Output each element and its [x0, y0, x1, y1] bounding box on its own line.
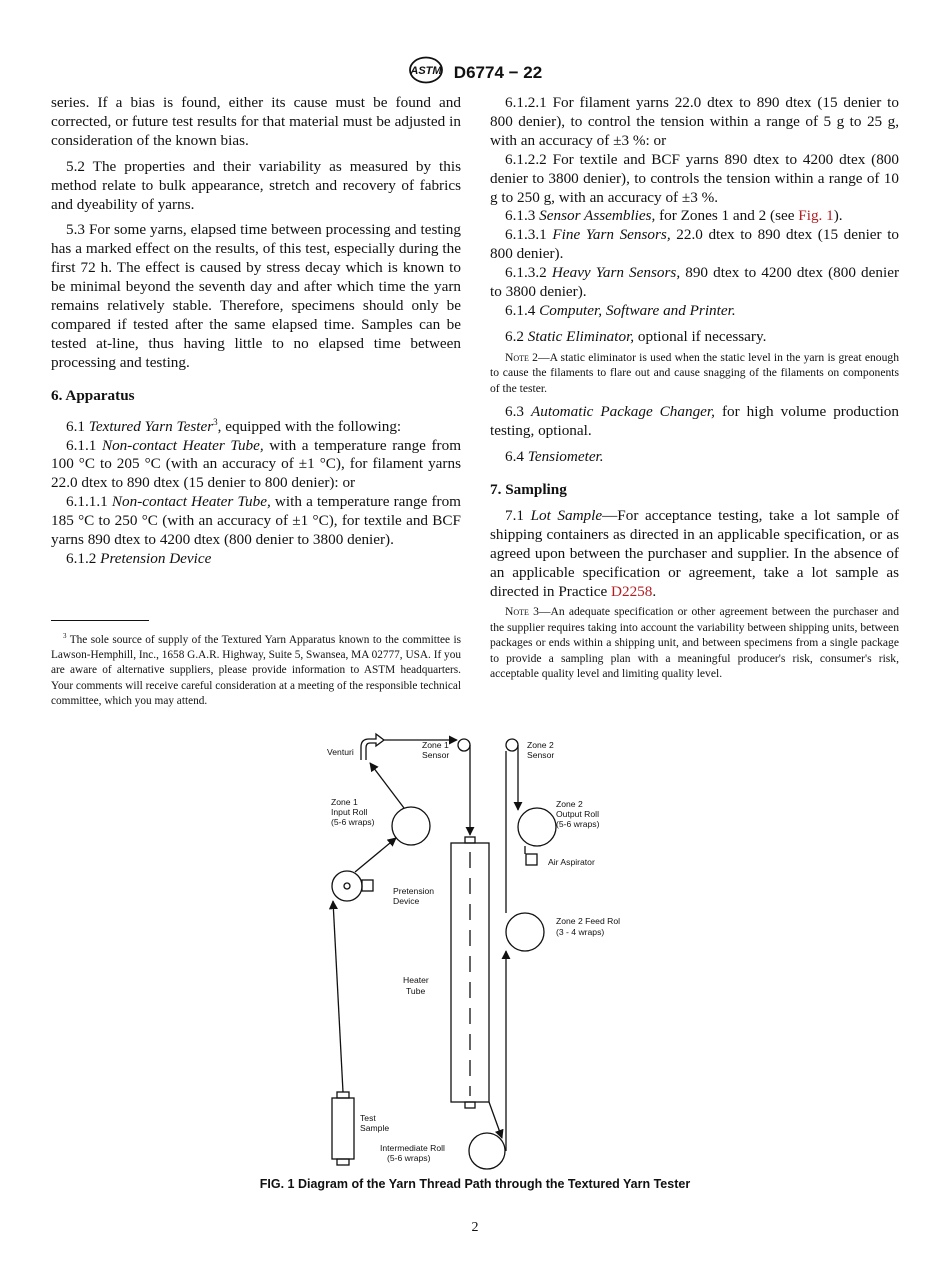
- svg-text:Device: Device: [393, 896, 420, 906]
- label-venturi: Venturi: [327, 747, 354, 757]
- label-zone2-output-roll: Zone 2: [556, 799, 583, 809]
- label-zone1-input-roll: Zone 1: [331, 797, 358, 807]
- note-3: Note 3—An adequate specification or other agreement between the purchaser and the supplier requires taking into account the variability between shipping units, between packages or ends within a shipping unit, and between specimens from a single package to provide a sampling plan with a meaningful producer's risk, consumer's risk, acceptable quality level and limiting quality level.: [490, 605, 900, 681]
- svg-text:Input Roll: Input Roll: [331, 807, 368, 817]
- label-intermediate-roll: Intermediate Roll: [380, 1143, 445, 1153]
- paragraph-6-3: 6.3 Automatic Package Changer, for high volume production testing, optional.: [490, 403, 899, 440]
- practice-link[interactable]: D2258: [611, 582, 653, 600]
- label-zone2-feed-roll: Zone 2 Feed Roll: [556, 916, 620, 926]
- test-sample-package: [332, 1098, 354, 1159]
- paragraph-6-1-2-1: 6.1.2.1 For filament yarns 22.0 dtex to 890 dtex (15 denier to 800 denier), to control the tension within a range of 5 g to 25 g, with an accuracy of ±3 %: or: [490, 94, 899, 149]
- footnote-rule: [51, 620, 149, 621]
- heater-tube-cap-bottom: [465, 1102, 475, 1108]
- zone2-feed-roll: [506, 913, 544, 951]
- logo-text: ASTM: [410, 65, 442, 77]
- page-number: 2: [471, 1220, 479, 1235]
- paragraph-6-1-1-1: 6.1.1.1 Non-contact Heater Tube, with a temperature range from 185 °C to 250 °C (with an accuracy of ±1 °C), for textile and BCF yarns 890 dtex to 4200 dtex (800 denier to 3800 denier).: [51, 493, 461, 549]
- section-heading-apparatus: 6. Apparatus: [51, 386, 135, 404]
- pretension-device-roll: [332, 871, 362, 901]
- paragraph-6-4: 6.4 Tensiometer.: [505, 448, 604, 466]
- label-zone1-sensor: Zone 1: [422, 740, 449, 750]
- page-header: [0, 56, 950, 89]
- svg-text:Sample: Sample: [360, 1123, 390, 1133]
- right-column: [490, 94, 899, 686]
- paragraph-6-1-3-2: 6.1.3.2 Heavy Yarn Sensors, 890 dtex to 4200 dtex (800 denier to 3800 denier).: [490, 264, 900, 301]
- figure-caption: FIG. 1 Diagram of the Yarn Thread Path through the Textured Yarn Tester: [259, 1177, 691, 1191]
- svg-text:Sensor: Sensor: [422, 750, 450, 760]
- svg-text:(5-6 wraps): (5-6 wraps): [331, 817, 375, 827]
- svg-text:Tube: Tube: [406, 986, 426, 996]
- paragraph-6-1: 6.1 Textured Yarn Tester$^3$, equipped with the following:: [66, 416, 402, 435]
- label-pretension-device: Pretension: [393, 886, 435, 896]
- intermediate-roll: [469, 1133, 505, 1169]
- label-test-sample: Test: [360, 1113, 376, 1123]
- label-air-aspirator: Air Aspirator: [548, 857, 595, 867]
- paragraph-5-2: 5.2 The properties and their variability as measured by this method relate to bulk appearance, stretch and recovery of fabrics and dyeability of yarns.: [51, 157, 461, 213]
- svg-text:(3 - 4 wraps): (3 - 4 wraps): [556, 927, 605, 937]
- note-2: Note 2—A static eliminator is used when the static level in the yarn is great enough to cause the filaments to flare out and cause snagging of the filaments on components of the tester.: [490, 350, 899, 395]
- designation: D6774 − 22: [453, 62, 543, 82]
- footnote: $^3$ The sole source of supply of the Textured Yarn Apparatus known to the committee is Lawson-Hemphill, Inc., 1658 G.A.R. Highway, Suite 5, Swansea, MA 02777, USA. If you are aware of alternative suppliers, please provide information to ASTM headquarters. Your comments will receive careful consideration at a meeting of the responsible technical committee, which you may attend.: [51, 632, 461, 707]
- air-aspirator: [526, 854, 537, 865]
- label-heater-tube: Heater: [403, 975, 429, 985]
- paragraph-5-3: 5.3 For some yarns, elapsed time between processing and testing has a marked effect on the results, of this test, especially during the first 72 h. The effect is caused by stress decay which is known to be minimal beyond the seventh day and after which time the yarn remains relatively stable. Therefore, specimens should only be compared if tested after the same elapsed time. Samples can be tested at-line, thus having little to no elapsed time between processing and testing.: [51, 221, 461, 371]
- heater-tube-cap-top: [465, 837, 475, 843]
- venturi: [361, 734, 384, 760]
- paragraph-6-1-4: 6.1.4 Computer, Software and Printer.: [505, 301, 736, 319]
- zone2-output-roll: [518, 808, 556, 846]
- paragraph-6-1-3-1: 6.1.3.1 Fine Yarn Sensors, 22.0 dtex to 890 dtex (15 denier to 800 denier).: [490, 226, 900, 263]
- zone1-input-roll: [392, 807, 430, 845]
- paragraph: series. If a bias is found, either its cause must be found and corrected, or future test results for that material must be adjusted in consideration of the known bias.: [51, 94, 461, 149]
- svg-text:Output Roll: Output Roll: [556, 809, 599, 819]
- paragraph-6-1-3: 6.1.3 Sensor Assemblies, for Zones 1 and 2 (see Fig. 1).: [505, 207, 843, 225]
- zone2-sensor-roll: [506, 739, 518, 751]
- paragraph-6-1-1: 6.1.1 Non-contact Heater Tube, with a temperature range from 100 °C to 205 °C (with an accuracy of ±1 °C), for filament yarns 22.0 dtex to 890 dtex (15 denier to 800 denier): or: [51, 436, 462, 492]
- figure-link[interactable]: Fig. 1: [798, 207, 834, 225]
- label-zone2-sensor: Zone 2: [527, 740, 554, 750]
- svg-text:(5-6 wraps): (5-6 wraps): [387, 1153, 431, 1163]
- paragraph-6-1-2-2: 6.1.2.2 For textile and BCF yarns 890 dtex to 4200 dtex (800 denier to 3800 denier), to controls the tension within a range of 10 g to 250 g, with an accuracy of ±3 %.: [490, 150, 899, 206]
- paragraph-6-2: 6.2 Static Eliminator, optional if necessary.: [505, 327, 767, 345]
- astm-logo: [408, 56, 444, 89]
- paragraph-7-1: 7.1 Lot Sample—For acceptance testing, take a lot sample of shipping containers as directed in an applicable specification, or as agreed upon between the purchaser and supplier. In the absence of an applicable specification or agreement, take a lot sample as directed in Practice D2258.: [490, 506, 899, 600]
- zone1-sensor-roll: [458, 739, 470, 751]
- left-column: [51, 94, 461, 569]
- yarn-path-diagram: [300, 728, 620, 1178]
- paragraph-6-1-2: 6.1.2 Pretension Device: [66, 550, 212, 567]
- section-heading-sampling: 7. Sampling: [490, 481, 567, 498]
- svg-text:Sensor: Sensor: [527, 750, 555, 760]
- svg-text:(5-6 wraps): (5-6 wraps): [556, 819, 600, 829]
